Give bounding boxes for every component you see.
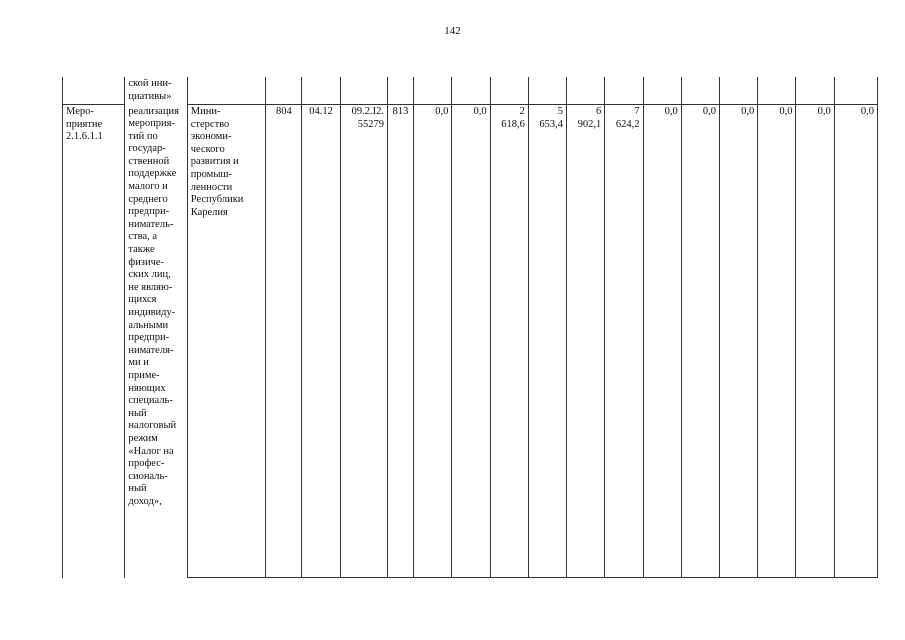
- value-cell: 5 653,4: [528, 105, 566, 578]
- value-cell: 2 618,6: [490, 105, 528, 578]
- continuation-row: [63, 77, 878, 105]
- name-cell: [63, 77, 125, 105]
- budget-table: [62, 77, 878, 578]
- table-row: [63, 105, 878, 578]
- event-name-cell: Меро- приятие 2.1.6.1.1: [63, 105, 125, 578]
- value-cell: 0,0: [643, 105, 681, 578]
- value-cell: 0,0: [414, 105, 452, 578]
- grbs-cell: 804: [266, 105, 302, 578]
- value-cell: 0,0: [758, 105, 796, 578]
- description-cell: ской ини- циативы»: [125, 77, 187, 105]
- value-cell: 6 902,1: [567, 105, 605, 578]
- value-cell: 0,0: [796, 105, 834, 578]
- value-cell: 7 624,2: [605, 105, 643, 578]
- page-number: 142: [444, 25, 461, 37]
- event-description-cell: реализация мероприя- тий по государ- ственной поддержке малого и среднего предпри- ниматель- ства, а также физиче- ских лиц, не являю- щихся индивиду- альными предпри- нимателя- ми и приме- няющих специаль- ный налоговый режим «Налог на профес- сиональ- ный доход»,: [125, 105, 187, 578]
- executor-cell: Мини- стерство экономи- ческого развития и промыш- ленности Республики Карелия: [187, 105, 265, 578]
- value-cell: 0,0: [719, 105, 757, 578]
- csr-cell: 09.2.I2. 55279: [340, 105, 387, 578]
- value-cell: 0,0: [681, 105, 719, 578]
- rzpr-cell: 04.12: [302, 105, 340, 578]
- vr-cell: 813: [387, 105, 413, 578]
- value-cell: 0,0: [452, 105, 490, 578]
- value-cell: 0,0: [834, 105, 877, 578]
